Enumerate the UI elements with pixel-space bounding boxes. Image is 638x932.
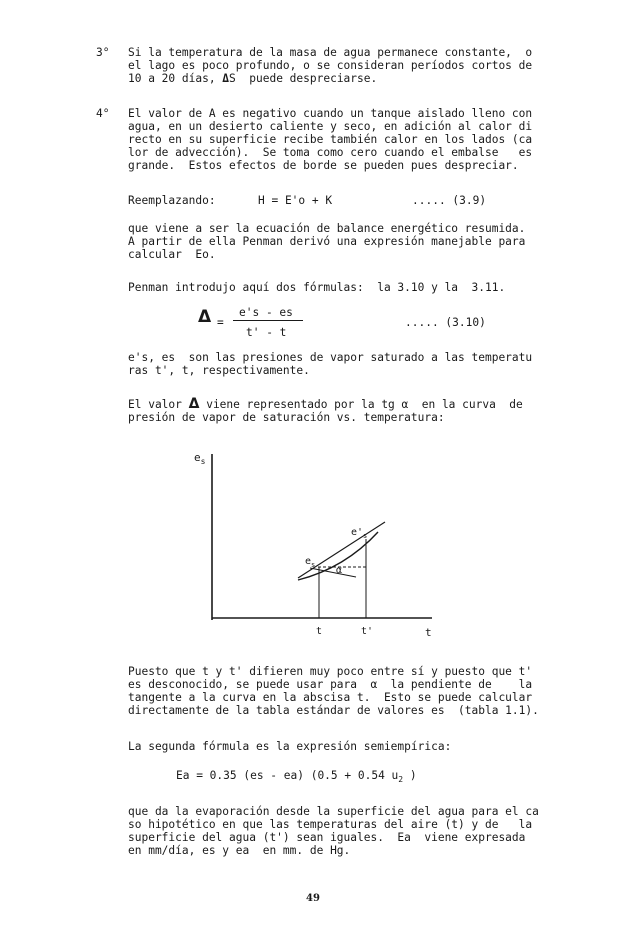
- text-line: agua, en un desierto caliente y seco, en adición al calor di: [128, 120, 533, 133]
- tick-label-tp: t': [361, 626, 374, 637]
- item-number-4: 4°: [96, 107, 110, 120]
- segunda-paragraph: La segunda fórmula es la expresión semiempírica:: [128, 740, 452, 753]
- item-number-3: 3°: [96, 46, 110, 59]
- es-label: $e_s$: [305, 556, 316, 569]
- puesto-paragraph: [128, 665, 560, 717]
- text-line: que viene a ser la ecuación de balance energético resumida.: [128, 222, 526, 235]
- item-3-text: [128, 46, 560, 85]
- y-axis-label: $e_s$: [194, 451, 206, 466]
- text-span: El valor: [128, 398, 189, 411]
- equation-3-11: [176, 769, 417, 783]
- delta-paragraph: [128, 398, 560, 424]
- text-line: Si la temperatura de la masa de agua permanece constante, o: [128, 46, 533, 59]
- text-line: tangente a la curva en la abscisa t. Esto se puede calcular: [128, 691, 533, 704]
- equation-subscript: 2: [398, 775, 404, 784]
- final-paragraph: [128, 805, 560, 857]
- text-line: e's, es son las presiones de vapor saturado a las temperatu: [128, 351, 533, 364]
- text-span: viene representado por la tg α en la curva de: [199, 398, 523, 411]
- text-line: A partir de ella Penman derivó una expresión manejable para: [128, 235, 526, 248]
- text-span: S puede despreciarse.: [229, 72, 378, 85]
- x-axis-label: t: [425, 626, 432, 639]
- text-line: El valor de A es negativo cuando un tanque aislado lleno con: [128, 107, 533, 120]
- text-line: el lago es poco profundo, o se consideran períodos cortos de: [128, 59, 533, 72]
- item-4-text: [128, 107, 560, 172]
- text-line: [128, 72, 560, 85]
- fraction-numerator: e's - es: [239, 306, 293, 319]
- page-number: 49: [306, 893, 320, 904]
- es-paragraph: [128, 351, 560, 377]
- text-line: directamente de la tabla estándar de valores es (tabla 1.1).: [128, 704, 539, 717]
- fraction-denominator: t' - t: [246, 326, 287, 339]
- equals-sign: =: [217, 316, 224, 329]
- text-line: Puesto que t y t' difieren muy poco entre sí y puesto que t': [128, 665, 533, 678]
- esp-label: $e'_s$: [351, 527, 368, 540]
- alpha-label: α: [336, 565, 343, 576]
- penman-paragraph: Penman introdujo aquí dos fórmulas: la 3.10 y la 3.11.: [128, 281, 506, 294]
- text-line: superficie del agua (t') sean iguales. Ea viene expresada: [128, 831, 526, 844]
- delta-symbol: Δ: [188, 396, 200, 412]
- delta-symbol: Δ: [198, 307, 212, 327]
- equation-ref-3-9: ..... (3.9): [412, 194, 487, 207]
- delta-symbol: Δ: [222, 72, 230, 85]
- vapor-pressure-figure: [170, 440, 440, 640]
- text-line: recto en su superficie recibe también calor en los lados (ca: [128, 133, 533, 146]
- balance-paragraph: [128, 222, 560, 261]
- equation-3-9: H = E'o + K: [258, 194, 333, 207]
- tick-label-t: t: [316, 626, 323, 637]
- text-line: grande. Estos efectos de borde se pueden pues despreciar.: [128, 159, 519, 172]
- reemplazando-label: Reemplazando:: [128, 194, 216, 207]
- text-line: lor de advección). Se toma como cero cuando el embalse es: [128, 146, 533, 159]
- equation-ref-3-10: ..... (3.10): [405, 316, 486, 329]
- text-span: 10 a 20 días,: [128, 72, 223, 85]
- equation-text: ): [403, 769, 417, 782]
- text-line: ras t', t, respectivamente.: [128, 364, 310, 377]
- fraction-bar: [233, 320, 303, 321]
- text-line: [128, 398, 560, 411]
- text-line: presión de vapor de saturación vs. temperatura:: [128, 411, 445, 424]
- text-line: calcular Eo.: [128, 248, 216, 261]
- text-line: que da la evaporación desde la superficie del agua para el ca: [128, 805, 539, 818]
- text-line: es desconocido, se puede usar para α la pendiente de la: [128, 678, 533, 691]
- tangent-line: [310, 568, 356, 577]
- text-line: en mm/día, es y ea en mm. de Hg.: [128, 844, 351, 857]
- text-line: so hipotético en que las temperaturas del aire (t) y de la: [128, 818, 533, 831]
- equation-text: Ea = 0.35 (es - ea) (0.5 + 0.54 u: [176, 769, 399, 782]
